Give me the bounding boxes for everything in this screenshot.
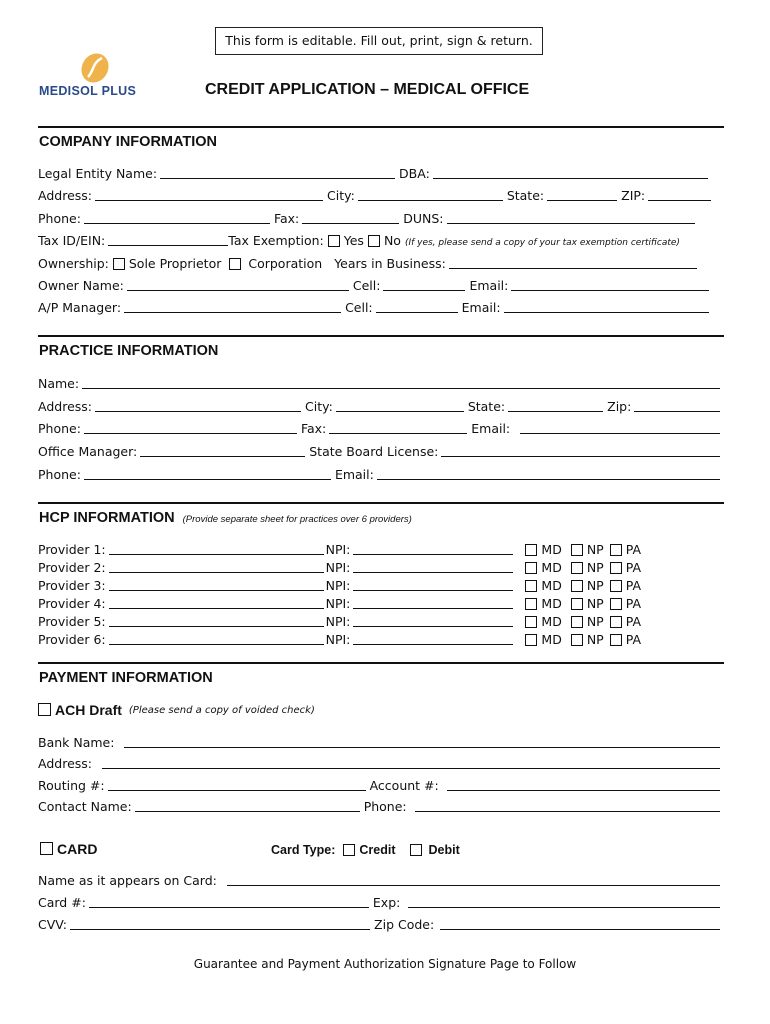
provider-name-field[interactable] [109,596,324,609]
card-number-label: Card #: [38,895,86,910]
legal-entity-label: Legal Entity Name: [38,166,158,181]
row-ownership [38,253,724,271]
dba-label: DBA: [399,166,430,181]
phone-field[interactable] [84,211,270,224]
np-checkbox[interactable] [571,598,583,610]
md-checkbox[interactable] [525,580,537,592]
credit-label: Credit [359,843,396,857]
provider-row [38,593,724,611]
practice-fax-field[interactable] [329,421,467,434]
practice-email2-field[interactable] [377,467,720,480]
practice-fax-label: Fax: [300,421,327,436]
md-label: MD [541,632,562,647]
office-manager-label: Office Manager: [38,444,138,459]
tax-no-label: No [383,233,401,248]
md-checkbox[interactable] [525,562,537,574]
npi-label: NPI: [325,614,351,629]
logo-bean-icon [78,51,112,85]
np-checkbox[interactable] [571,616,583,628]
row-practice-address [38,396,724,414]
address-field[interactable] [95,188,323,201]
hcp-heading [39,510,412,526]
card-type-group [271,843,460,857]
pa-checkbox[interactable] [610,580,622,592]
provider-row [38,539,724,557]
np-label: NP [586,596,604,611]
np-label: NP [586,578,604,593]
npi-label: NPI: [325,560,351,575]
practice-phone2-label: Phone: [38,467,81,482]
npi-label: NPI: [325,596,351,611]
section-divider [38,126,724,128]
zip-code-field[interactable] [440,917,720,930]
ach-label: ACH Draft [55,702,122,718]
row-cvv [38,914,724,932]
practice-phone2-field[interactable] [84,467,331,480]
row-tax [38,230,724,248]
duns-field[interactable] [447,211,695,224]
corporation-checkbox[interactable] [229,258,241,270]
years-label: Years in Business: [334,256,446,271]
practice-email-label: Email: [471,421,511,436]
phone-label: Phone: [38,211,81,226]
tax-note: (If yes, please send a copy of your tax exemption certificate) [404,238,680,248]
practice-name-label: Name: [38,376,80,391]
practice-phone-label: Phone: [38,421,81,436]
pa-checkbox[interactable] [610,634,622,646]
debit-label: Debit [428,843,460,857]
years-field[interactable] [449,256,697,269]
fax-field[interactable] [302,211,399,224]
card-label: CARD [57,841,98,857]
row-card-number [38,892,724,910]
npi-field[interactable] [353,632,513,645]
ach-note: (Please send a copy of voided check) [128,704,315,716]
contact-label: Contact Name: [38,799,132,814]
state-label: State: [506,188,545,203]
pa-label: PA [625,578,642,593]
md-checkbox[interactable] [525,598,537,610]
office-manager-field[interactable] [140,444,305,457]
routing-label: Routing #: [38,778,105,793]
practice-name-field[interactable] [82,376,720,389]
bank-name-field[interactable] [124,735,720,748]
md-checkbox[interactable] [525,616,537,628]
contact-field[interactable] [135,799,360,812]
row-routing [38,775,724,793]
provider-label: Provider 5: [38,614,106,629]
card-type-label: Card Type: [271,843,336,857]
provider-row [38,557,724,575]
provider-label: Provider 2: [38,560,106,575]
practice-phone-field[interactable] [84,421,297,434]
ownership-label: Ownership: [38,256,109,271]
pa-label: PA [625,614,642,629]
provider-name-field[interactable] [109,542,324,555]
sole-proprietor-label: Sole Proprietor [128,256,222,271]
ap-manager-label: A/P Manager: [38,300,122,315]
practice-zip-label: Zip: [607,399,632,414]
owner-cell-field[interactable] [383,278,465,291]
provider-name-field[interactable] [109,614,324,627]
row-practice-name [38,373,724,391]
ap-email-label: Email: [461,300,501,315]
provider-row [38,629,724,647]
pa-checkbox[interactable] [610,544,622,556]
pa-label: PA [625,632,642,647]
account-label: Account #: [369,778,439,793]
cvv-label: CVV: [38,917,68,932]
hcp-note: (Provide separate sheet for practices over 6 providers) [182,514,412,525]
provider-row [38,575,724,593]
routing-field[interactable] [108,778,366,791]
tax-exemption-label: Tax Exemption: [228,233,324,248]
np-checkbox[interactable] [571,544,583,556]
ach-checkbox[interactable] [38,703,51,716]
npi-label: NPI: [325,578,351,593]
md-label: MD [541,578,562,593]
practice-city-field[interactable] [336,399,464,412]
provider-label: Provider 6: [38,632,106,647]
practice-email2-label: Email: [334,467,374,482]
practice-state-label: State: [467,399,506,414]
pa-checkbox[interactable] [610,616,622,628]
city-label: City: [327,188,355,203]
practice-address-field[interactable] [95,399,301,412]
npi-field[interactable] [353,542,513,555]
state-board-label: State Board License: [309,444,439,459]
np-label: NP [586,614,604,629]
provider-label: Provider 3: [38,578,106,593]
md-label: MD [541,596,562,611]
np-checkbox[interactable] [571,634,583,646]
npi-field[interactable] [353,614,513,627]
tax-yes-label: Yes [343,233,364,248]
section-divider [38,335,724,337]
payment-heading: PAYMENT INFORMATION [39,670,213,686]
md-label: MD [541,560,562,575]
owner-name-field[interactable] [127,278,349,291]
fax-label: Fax: [273,211,300,226]
npi-field[interactable] [353,596,513,609]
practice-heading: PRACTICE INFORMATION [39,343,219,359]
provider-name-field[interactable] [109,560,324,573]
md-checkbox[interactable] [525,544,537,556]
tax-no-checkbox[interactable] [368,235,380,247]
md-label: MD [541,542,562,557]
row-legal-entity [38,163,724,181]
ach-option [38,702,315,718]
row-bank-name [38,732,724,750]
section-divider [38,662,724,664]
section-divider [38,502,724,504]
provider-row [38,611,724,629]
practice-zip-field[interactable] [634,399,720,412]
zip-label: ZIP: [621,188,646,203]
ap-cell-label: Cell: [345,300,373,315]
company-heading: COMPANY INFORMATION [39,134,218,150]
row-practice-phone [38,418,724,436]
owner-email-label: Email: [469,278,509,293]
account-field[interactable] [447,778,720,791]
pa-label: PA [625,542,642,557]
provider-label: Provider 1: [38,542,106,557]
credit-checkbox[interactable] [343,844,355,856]
debit-checkbox[interactable] [410,844,422,856]
dba-field[interactable] [433,166,708,179]
sole-proprietor-checkbox[interactable] [113,258,125,270]
practice-state-field[interactable] [508,399,603,412]
address-label: Address: [38,188,92,203]
practice-address-label: Address: [38,399,92,414]
tax-id-label: Tax ID/EIN: [38,233,106,248]
pa-checkbox[interactable] [610,562,622,574]
owner-email-field[interactable] [511,278,709,291]
contact-phone-label: Phone: [363,799,407,814]
npi-label: NPI: [325,542,351,557]
exp-label: Exp: [372,895,401,910]
ap-cell-field[interactable] [376,300,458,313]
np-checkbox[interactable] [571,562,583,574]
provider-label: Provider 4: [38,596,106,611]
zip-code-label: Zip Code: [374,917,435,932]
tax-id-field[interactable] [108,233,228,246]
card-checkbox[interactable] [40,842,53,855]
name-on-card-field[interactable] [227,873,720,886]
row-practice-phone-2 [38,464,724,482]
bank-address-label: Address: [38,756,92,771]
row-phone [38,208,724,226]
state-field[interactable] [547,188,617,201]
bank-address-field[interactable] [102,756,720,769]
zip-field[interactable] [648,188,711,201]
npi-field[interactable] [353,560,513,573]
state-board-field[interactable] [441,444,720,457]
md-label: MD [541,614,562,629]
npi-label: NPI: [325,632,351,647]
corporation-label: Corporation [248,256,323,271]
row-contact [38,796,724,814]
np-checkbox[interactable] [571,580,583,592]
ap-email-field[interactable] [504,300,709,313]
np-label: NP [586,632,604,647]
npi-field[interactable] [353,578,513,591]
row-ap-manager [38,297,724,315]
brand-logo-text: MEDISOL PLUS [39,84,137,98]
tax-yes-checkbox[interactable] [328,235,340,247]
practice-city-label: City: [305,399,333,414]
np-label: NP [586,560,604,575]
owner-name-label: Owner Name: [38,278,124,293]
row-address [38,185,724,203]
footer-note: Guarantee and Payment Authorization Signature Page to Follow [193,957,577,971]
card-number-field[interactable] [89,895,369,908]
pa-checkbox[interactable] [610,598,622,610]
pa-label: PA [625,596,642,611]
city-field[interactable] [358,188,503,201]
exp-field[interactable] [408,895,720,908]
duns-label: DUNS: [403,211,444,226]
row-office-manager [38,441,724,459]
card-option [38,841,97,857]
page-title: CREDIT APPLICATION – MEDICAL OFFICE [205,81,530,98]
provider-name-field[interactable] [109,578,324,591]
ap-manager-field[interactable] [124,300,341,313]
contact-phone-field[interactable] [415,799,720,812]
row-bank-address [38,753,724,771]
cvv-field[interactable] [70,917,370,930]
provider-name-field[interactable] [109,632,324,645]
editable-notice: This form is editable. Fill out, print, sign & return. [215,27,543,55]
bank-name-label: Bank Name: [38,735,115,750]
legal-entity-field[interactable] [160,166,395,179]
np-label: NP [586,542,604,557]
owner-cell-label: Cell: [352,278,381,293]
hcp-heading-text: HCP INFORMATION [39,510,175,526]
name-on-card-label: Name as it appears on Card: [38,873,217,888]
row-owner [38,275,724,293]
practice-email-field[interactable] [520,421,720,434]
pa-label: PA [625,560,642,575]
row-name-on-card [38,870,724,888]
md-checkbox[interactable] [525,634,537,646]
